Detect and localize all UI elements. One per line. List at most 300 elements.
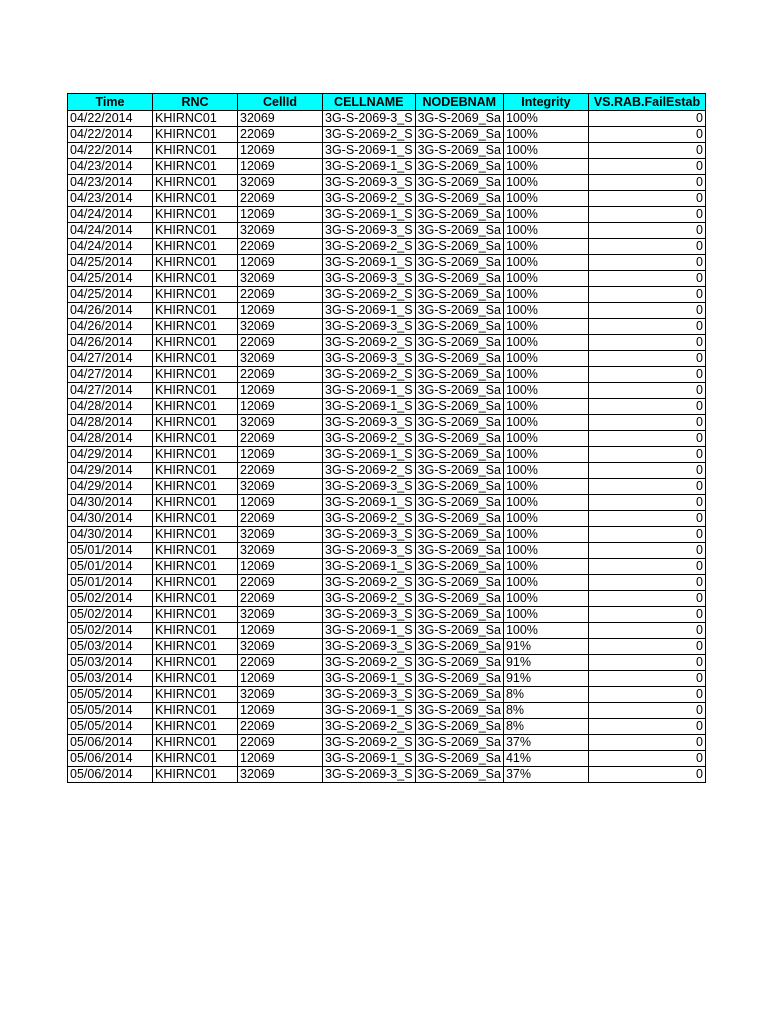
cell-cellname: 3G-S-2069-2_S (323, 287, 416, 303)
table-row (68, 335, 706, 351)
cell-vs-rab-failestab: 0 (588, 191, 705, 207)
table-row (68, 191, 706, 207)
cell-integrity: 100% (503, 207, 588, 223)
cell-rnc: KHIRNC01 (153, 351, 238, 367)
cell-cellname: 3G-S-2069-2_S (323, 591, 416, 607)
cell-cellid: 32069 (238, 687, 323, 703)
cell-vs-rab-failestab: 0 (588, 303, 705, 319)
cell-nodebnam: 3G-S-2069_Sa (415, 671, 503, 687)
cell-rnc: KHIRNC01 (153, 319, 238, 335)
cell-vs-rab-failestab: 0 (588, 687, 705, 703)
cell-vs-rab-failestab: 0 (588, 399, 705, 415)
cell-integrity: 100% (503, 319, 588, 335)
cell-vs-rab-failestab: 0 (588, 207, 705, 223)
cell-time: 05/01/2014 (68, 575, 153, 591)
cell-cellid: 22069 (238, 511, 323, 527)
cell-nodebnam: 3G-S-2069_Sa (415, 591, 503, 607)
cell-cellid: 22069 (238, 591, 323, 607)
cell-cellid: 12069 (238, 383, 323, 399)
cell-rnc: KHIRNC01 (153, 431, 238, 447)
cell-rnc: KHIRNC01 (153, 495, 238, 511)
table-row (68, 543, 706, 559)
cell-cellname: 3G-S-2069-3_S (323, 351, 416, 367)
cell-cellid: 32069 (238, 415, 323, 431)
cell-cellname: 3G-S-2069-3_S (323, 111, 416, 127)
cell-cellid: 22069 (238, 127, 323, 143)
cell-nodebnam: 3G-S-2069_Sa (415, 463, 503, 479)
cell-vs-rab-failestab: 0 (588, 175, 705, 191)
cell-rnc: KHIRNC01 (153, 367, 238, 383)
table-row (68, 655, 706, 671)
table-row (68, 591, 706, 607)
cell-integrity: 100% (503, 351, 588, 367)
cell-integrity: 41% (503, 751, 588, 767)
cell-cellid: 12069 (238, 559, 323, 575)
cell-cellname: 3G-S-2069-1_S (323, 303, 416, 319)
cell-rnc: KHIRNC01 (153, 655, 238, 671)
cell-cellname: 3G-S-2069-2_S (323, 511, 416, 527)
cell-vs-rab-failestab: 0 (588, 607, 705, 623)
table-row (68, 639, 706, 655)
cell-cellid: 12069 (238, 207, 323, 223)
cell-time: 04/29/2014 (68, 447, 153, 463)
cell-cellid: 22069 (238, 719, 323, 735)
cell-integrity: 100% (503, 223, 588, 239)
cell-rnc: KHIRNC01 (153, 639, 238, 655)
cell-cellid: 32069 (238, 527, 323, 543)
cell-cellid: 22069 (238, 287, 323, 303)
table-row (68, 143, 706, 159)
cell-rnc: KHIRNC01 (153, 719, 238, 735)
cell-integrity: 100% (503, 239, 588, 255)
cell-cellname: 3G-S-2069-1_S (323, 159, 416, 175)
table-row (68, 463, 706, 479)
cell-vs-rab-failestab: 0 (588, 383, 705, 399)
cell-integrity: 100% (503, 271, 588, 287)
cell-time: 04/22/2014 (68, 143, 153, 159)
cell-rnc: KHIRNC01 (153, 703, 238, 719)
kpi-table (67, 93, 706, 783)
cell-vs-rab-failestab: 0 (588, 559, 705, 575)
cell-cellid: 12069 (238, 495, 323, 511)
cell-time: 05/05/2014 (68, 719, 153, 735)
cell-cellid: 32069 (238, 223, 323, 239)
cell-vs-rab-failestab: 0 (588, 575, 705, 591)
cell-cellname: 3G-S-2069-2_S (323, 655, 416, 671)
cell-cellid: 12069 (238, 671, 323, 687)
header-nodebnam: NODEBNAM (415, 94, 503, 111)
cell-nodebnam: 3G-S-2069_Sa (415, 319, 503, 335)
cell-time: 04/24/2014 (68, 239, 153, 255)
cell-time: 04/30/2014 (68, 527, 153, 543)
cell-rnc: KHIRNC01 (153, 111, 238, 127)
cell-rnc: KHIRNC01 (153, 575, 238, 591)
cell-rnc: KHIRNC01 (153, 479, 238, 495)
cell-integrity: 100% (503, 463, 588, 479)
cell-nodebnam: 3G-S-2069_Sa (415, 559, 503, 575)
cell-cellname: 3G-S-2069-1_S (323, 495, 416, 511)
cell-time: 04/22/2014 (68, 127, 153, 143)
cell-cellid: 22069 (238, 655, 323, 671)
cell-cellname: 3G-S-2069-1_S (323, 399, 416, 415)
cell-nodebnam: 3G-S-2069_Sa (415, 479, 503, 495)
cell-cellname: 3G-S-2069-1_S (323, 383, 416, 399)
cell-cellname: 3G-S-2069-3_S (323, 175, 416, 191)
cell-cellname: 3G-S-2069-1_S (323, 207, 416, 223)
cell-vs-rab-failestab: 0 (588, 271, 705, 287)
cell-rnc: KHIRNC01 (153, 383, 238, 399)
header-rnc: RNC (153, 94, 238, 111)
table-row (68, 159, 706, 175)
cell-cellname: 3G-S-2069-2_S (323, 719, 416, 735)
cell-nodebnam: 3G-S-2069_Sa (415, 239, 503, 255)
cell-cellname: 3G-S-2069-1_S (323, 255, 416, 271)
cell-rnc: KHIRNC01 (153, 159, 238, 175)
table-row (68, 351, 706, 367)
cell-time: 05/01/2014 (68, 543, 153, 559)
cell-nodebnam: 3G-S-2069_Sa (415, 511, 503, 527)
cell-integrity: 100% (503, 191, 588, 207)
cell-rnc: KHIRNC01 (153, 271, 238, 287)
table-row (68, 287, 706, 303)
cell-nodebnam: 3G-S-2069_Sa (415, 575, 503, 591)
cell-cellname: 3G-S-2069-2_S (323, 335, 416, 351)
cell-cellid: 12069 (238, 143, 323, 159)
cell-vs-rab-failestab: 0 (588, 623, 705, 639)
cell-cellid: 32069 (238, 351, 323, 367)
cell-nodebnam: 3G-S-2069_Sa (415, 191, 503, 207)
table-row (68, 127, 706, 143)
cell-cellid: 22069 (238, 463, 323, 479)
header-integrity: Integrity (503, 94, 588, 111)
cell-cellname: 3G-S-2069-3_S (323, 479, 416, 495)
cell-time: 05/03/2014 (68, 655, 153, 671)
cell-time: 05/06/2014 (68, 735, 153, 751)
cell-cellid: 12069 (238, 159, 323, 175)
cell-integrity: 100% (503, 415, 588, 431)
cell-rnc: KHIRNC01 (153, 751, 238, 767)
cell-rnc: KHIRNC01 (153, 623, 238, 639)
cell-integrity: 8% (503, 687, 588, 703)
table-row (68, 575, 706, 591)
cell-time: 04/24/2014 (68, 223, 153, 239)
cell-cellid: 32069 (238, 111, 323, 127)
table-row (68, 207, 706, 223)
cell-rnc: KHIRNC01 (153, 175, 238, 191)
cell-rnc: KHIRNC01 (153, 591, 238, 607)
table-row (68, 175, 706, 191)
cell-cellid: 22069 (238, 575, 323, 591)
cell-cellid: 12069 (238, 751, 323, 767)
cell-cellname: 3G-S-2069-3_S (323, 415, 416, 431)
cell-integrity: 8% (503, 703, 588, 719)
cell-cellid: 12069 (238, 399, 323, 415)
cell-time: 04/30/2014 (68, 495, 153, 511)
cell-cellname: 3G-S-2069-2_S (323, 463, 416, 479)
table-row (68, 719, 706, 735)
cell-rnc: KHIRNC01 (153, 207, 238, 223)
table-row (68, 447, 706, 463)
cell-time: 04/27/2014 (68, 383, 153, 399)
cell-cellid: 22069 (238, 431, 323, 447)
cell-cellname: 3G-S-2069-1_S (323, 703, 416, 719)
cell-cellid: 12069 (238, 255, 323, 271)
cell-nodebnam: 3G-S-2069_Sa (415, 303, 503, 319)
cell-vs-rab-failestab: 0 (588, 511, 705, 527)
cell-cellid: 12069 (238, 703, 323, 719)
cell-integrity: 100% (503, 479, 588, 495)
cell-time: 04/28/2014 (68, 431, 153, 447)
cell-cellname: 3G-S-2069-1_S (323, 671, 416, 687)
cell-time: 04/24/2014 (68, 207, 153, 223)
cell-nodebnam: 3G-S-2069_Sa (415, 159, 503, 175)
cell-cellname: 3G-S-2069-1_S (323, 447, 416, 463)
cell-rnc: KHIRNC01 (153, 223, 238, 239)
cell-time: 05/05/2014 (68, 687, 153, 703)
cell-nodebnam: 3G-S-2069_Sa (415, 687, 503, 703)
cell-cellid: 12069 (238, 623, 323, 639)
cell-integrity: 100% (503, 543, 588, 559)
cell-integrity: 91% (503, 671, 588, 687)
cell-rnc: KHIRNC01 (153, 191, 238, 207)
cell-cellid: 12069 (238, 447, 323, 463)
cell-vs-rab-failestab: 0 (588, 543, 705, 559)
cell-time: 04/28/2014 (68, 415, 153, 431)
table-row (68, 111, 706, 127)
cell-nodebnam: 3G-S-2069_Sa (415, 495, 503, 511)
table-row (68, 559, 706, 575)
cell-integrity: 37% (503, 735, 588, 751)
table-row (68, 623, 706, 639)
cell-time: 04/26/2014 (68, 335, 153, 351)
cell-rnc: KHIRNC01 (153, 287, 238, 303)
cell-integrity: 100% (503, 527, 588, 543)
table-row (68, 399, 706, 415)
cell-nodebnam: 3G-S-2069_Sa (415, 335, 503, 351)
cell-cellname: 3G-S-2069-2_S (323, 431, 416, 447)
cell-cellid: 32069 (238, 607, 323, 623)
cell-integrity: 100% (503, 559, 588, 575)
cell-vs-rab-failestab: 0 (588, 767, 705, 783)
cell-nodebnam: 3G-S-2069_Sa (415, 543, 503, 559)
cell-rnc: KHIRNC01 (153, 671, 238, 687)
cell-nodebnam: 3G-S-2069_Sa (415, 703, 503, 719)
table-row (68, 383, 706, 399)
cell-integrity: 100% (503, 255, 588, 271)
cell-vs-rab-failestab: 0 (588, 143, 705, 159)
cell-time: 04/29/2014 (68, 479, 153, 495)
cell-cellid: 22069 (238, 735, 323, 751)
cell-cellname: 3G-S-2069-2_S (323, 575, 416, 591)
cell-integrity: 8% (503, 719, 588, 735)
cell-nodebnam: 3G-S-2069_Sa (415, 367, 503, 383)
cell-rnc: KHIRNC01 (153, 463, 238, 479)
cell-integrity: 100% (503, 143, 588, 159)
table-row (68, 223, 706, 239)
cell-cellname: 3G-S-2069-2_S (323, 127, 416, 143)
cell-cellid: 12069 (238, 303, 323, 319)
cell-cellname: 3G-S-2069-1_S (323, 751, 416, 767)
cell-time: 04/23/2014 (68, 191, 153, 207)
cell-nodebnam: 3G-S-2069_Sa (415, 719, 503, 735)
cell-cellname: 3G-S-2069-3_S (323, 607, 416, 623)
cell-time: 05/02/2014 (68, 591, 153, 607)
cell-vs-rab-failestab: 0 (588, 703, 705, 719)
cell-cellid: 22069 (238, 335, 323, 351)
cell-rnc: KHIRNC01 (153, 335, 238, 351)
table-row (68, 255, 706, 271)
cell-integrity: 100% (503, 591, 588, 607)
table-row (68, 607, 706, 623)
cell-cellname: 3G-S-2069-3_S (323, 767, 416, 783)
cell-nodebnam: 3G-S-2069_Sa (415, 383, 503, 399)
cell-vs-rab-failestab: 0 (588, 255, 705, 271)
cell-cellname: 3G-S-2069-2_S (323, 367, 416, 383)
header-cellname: CELLNAME (323, 94, 416, 111)
cell-integrity: 100% (503, 127, 588, 143)
cell-nodebnam: 3G-S-2069_Sa (415, 255, 503, 271)
cell-cellid: 32069 (238, 639, 323, 655)
cell-integrity: 100% (503, 287, 588, 303)
cell-nodebnam: 3G-S-2069_Sa (415, 111, 503, 127)
cell-vs-rab-failestab: 0 (588, 351, 705, 367)
table-row (68, 527, 706, 543)
table-row (68, 687, 706, 703)
table-row (68, 239, 706, 255)
cell-integrity: 100% (503, 367, 588, 383)
cell-integrity: 91% (503, 655, 588, 671)
cell-integrity: 37% (503, 767, 588, 783)
cell-vs-rab-failestab: 0 (588, 335, 705, 351)
cell-rnc: KHIRNC01 (153, 735, 238, 751)
cell-vs-rab-failestab: 0 (588, 287, 705, 303)
cell-rnc: KHIRNC01 (153, 543, 238, 559)
cell-nodebnam: 3G-S-2069_Sa (415, 655, 503, 671)
cell-integrity: 100% (503, 335, 588, 351)
cell-nodebnam: 3G-S-2069_Sa (415, 767, 503, 783)
table-row (68, 303, 706, 319)
cell-cellname: 3G-S-2069-3_S (323, 639, 416, 655)
cell-vs-rab-failestab: 0 (588, 431, 705, 447)
cell-time: 05/03/2014 (68, 671, 153, 687)
cell-nodebnam: 3G-S-2069_Sa (415, 399, 503, 415)
cell-nodebnam: 3G-S-2069_Sa (415, 175, 503, 191)
cell-cellname: 3G-S-2069-3_S (323, 271, 416, 287)
cell-nodebnam: 3G-S-2069_Sa (415, 287, 503, 303)
table-row (68, 367, 706, 383)
cell-time: 04/22/2014 (68, 111, 153, 127)
cell-cellname: 3G-S-2069-3_S (323, 223, 416, 239)
table-row (68, 767, 706, 783)
cell-vs-rab-failestab: 0 (588, 111, 705, 127)
cell-time: 05/05/2014 (68, 703, 153, 719)
table-row (68, 495, 706, 511)
cell-integrity: 100% (503, 383, 588, 399)
cell-rnc: KHIRNC01 (153, 415, 238, 431)
cell-nodebnam: 3G-S-2069_Sa (415, 607, 503, 623)
cell-vs-rab-failestab: 0 (588, 223, 705, 239)
cell-vs-rab-failestab: 0 (588, 367, 705, 383)
cell-nodebnam: 3G-S-2069_Sa (415, 271, 503, 287)
cell-time: 04/23/2014 (68, 175, 153, 191)
table-row (68, 431, 706, 447)
cell-cellname: 3G-S-2069-3_S (323, 687, 416, 703)
cell-rnc: KHIRNC01 (153, 239, 238, 255)
cell-integrity: 100% (503, 175, 588, 191)
cell-vs-rab-failestab: 0 (588, 591, 705, 607)
table-row (68, 415, 706, 431)
cell-nodebnam: 3G-S-2069_Sa (415, 223, 503, 239)
header-time: Time (68, 94, 153, 111)
cell-rnc: KHIRNC01 (153, 511, 238, 527)
header-cellid: CellId (238, 94, 323, 111)
cell-time: 04/29/2014 (68, 463, 153, 479)
cell-time: 04/25/2014 (68, 287, 153, 303)
cell-time: 05/03/2014 (68, 639, 153, 655)
cell-integrity: 100% (503, 575, 588, 591)
cell-time: 04/28/2014 (68, 399, 153, 415)
cell-vs-rab-failestab: 0 (588, 735, 705, 751)
cell-rnc: KHIRNC01 (153, 559, 238, 575)
cell-nodebnam: 3G-S-2069_Sa (415, 207, 503, 223)
cell-cellname: 3G-S-2069-3_S (323, 527, 416, 543)
cell-cellid: 32069 (238, 543, 323, 559)
cell-time: 05/02/2014 (68, 623, 153, 639)
table-row (68, 671, 706, 687)
table-row (68, 751, 706, 767)
cell-cellid: 32069 (238, 319, 323, 335)
cell-cellname: 3G-S-2069-1_S (323, 559, 416, 575)
cell-time: 05/06/2014 (68, 767, 153, 783)
table-row (68, 319, 706, 335)
cell-nodebnam: 3G-S-2069_Sa (415, 735, 503, 751)
table-row (68, 479, 706, 495)
cell-vs-rab-failestab: 0 (588, 495, 705, 511)
cell-vs-rab-failestab: 0 (588, 415, 705, 431)
cell-cellname: 3G-S-2069-3_S (323, 319, 416, 335)
cell-nodebnam: 3G-S-2069_Sa (415, 447, 503, 463)
cell-vs-rab-failestab: 0 (588, 671, 705, 687)
cell-vs-rab-failestab: 0 (588, 751, 705, 767)
cell-vs-rab-failestab: 0 (588, 527, 705, 543)
cell-vs-rab-failestab: 0 (588, 655, 705, 671)
cell-time: 04/26/2014 (68, 319, 153, 335)
cell-vs-rab-failestab: 0 (588, 239, 705, 255)
cell-cellid: 32069 (238, 175, 323, 191)
cell-rnc: KHIRNC01 (153, 527, 238, 543)
cell-rnc: KHIRNC01 (153, 447, 238, 463)
cell-time: 05/06/2014 (68, 751, 153, 767)
cell-nodebnam: 3G-S-2069_Sa (415, 431, 503, 447)
cell-integrity: 100% (503, 431, 588, 447)
cell-integrity: 100% (503, 495, 588, 511)
cell-cellname: 3G-S-2069-3_S (323, 543, 416, 559)
cell-nodebnam: 3G-S-2069_Sa (415, 527, 503, 543)
header-row (68, 94, 706, 111)
cell-integrity: 100% (503, 303, 588, 319)
cell-cellname: 3G-S-2069-2_S (323, 735, 416, 751)
cell-time: 04/30/2014 (68, 511, 153, 527)
cell-cellid: 32069 (238, 767, 323, 783)
cell-nodebnam: 3G-S-2069_Sa (415, 143, 503, 159)
cell-integrity: 100% (503, 159, 588, 175)
cell-nodebnam: 3G-S-2069_Sa (415, 639, 503, 655)
cell-vs-rab-failestab: 0 (588, 479, 705, 495)
cell-cellid: 22069 (238, 191, 323, 207)
cell-nodebnam: 3G-S-2069_Sa (415, 415, 503, 431)
cell-integrity: 100% (503, 111, 588, 127)
cell-nodebnam: 3G-S-2069_Sa (415, 751, 503, 767)
